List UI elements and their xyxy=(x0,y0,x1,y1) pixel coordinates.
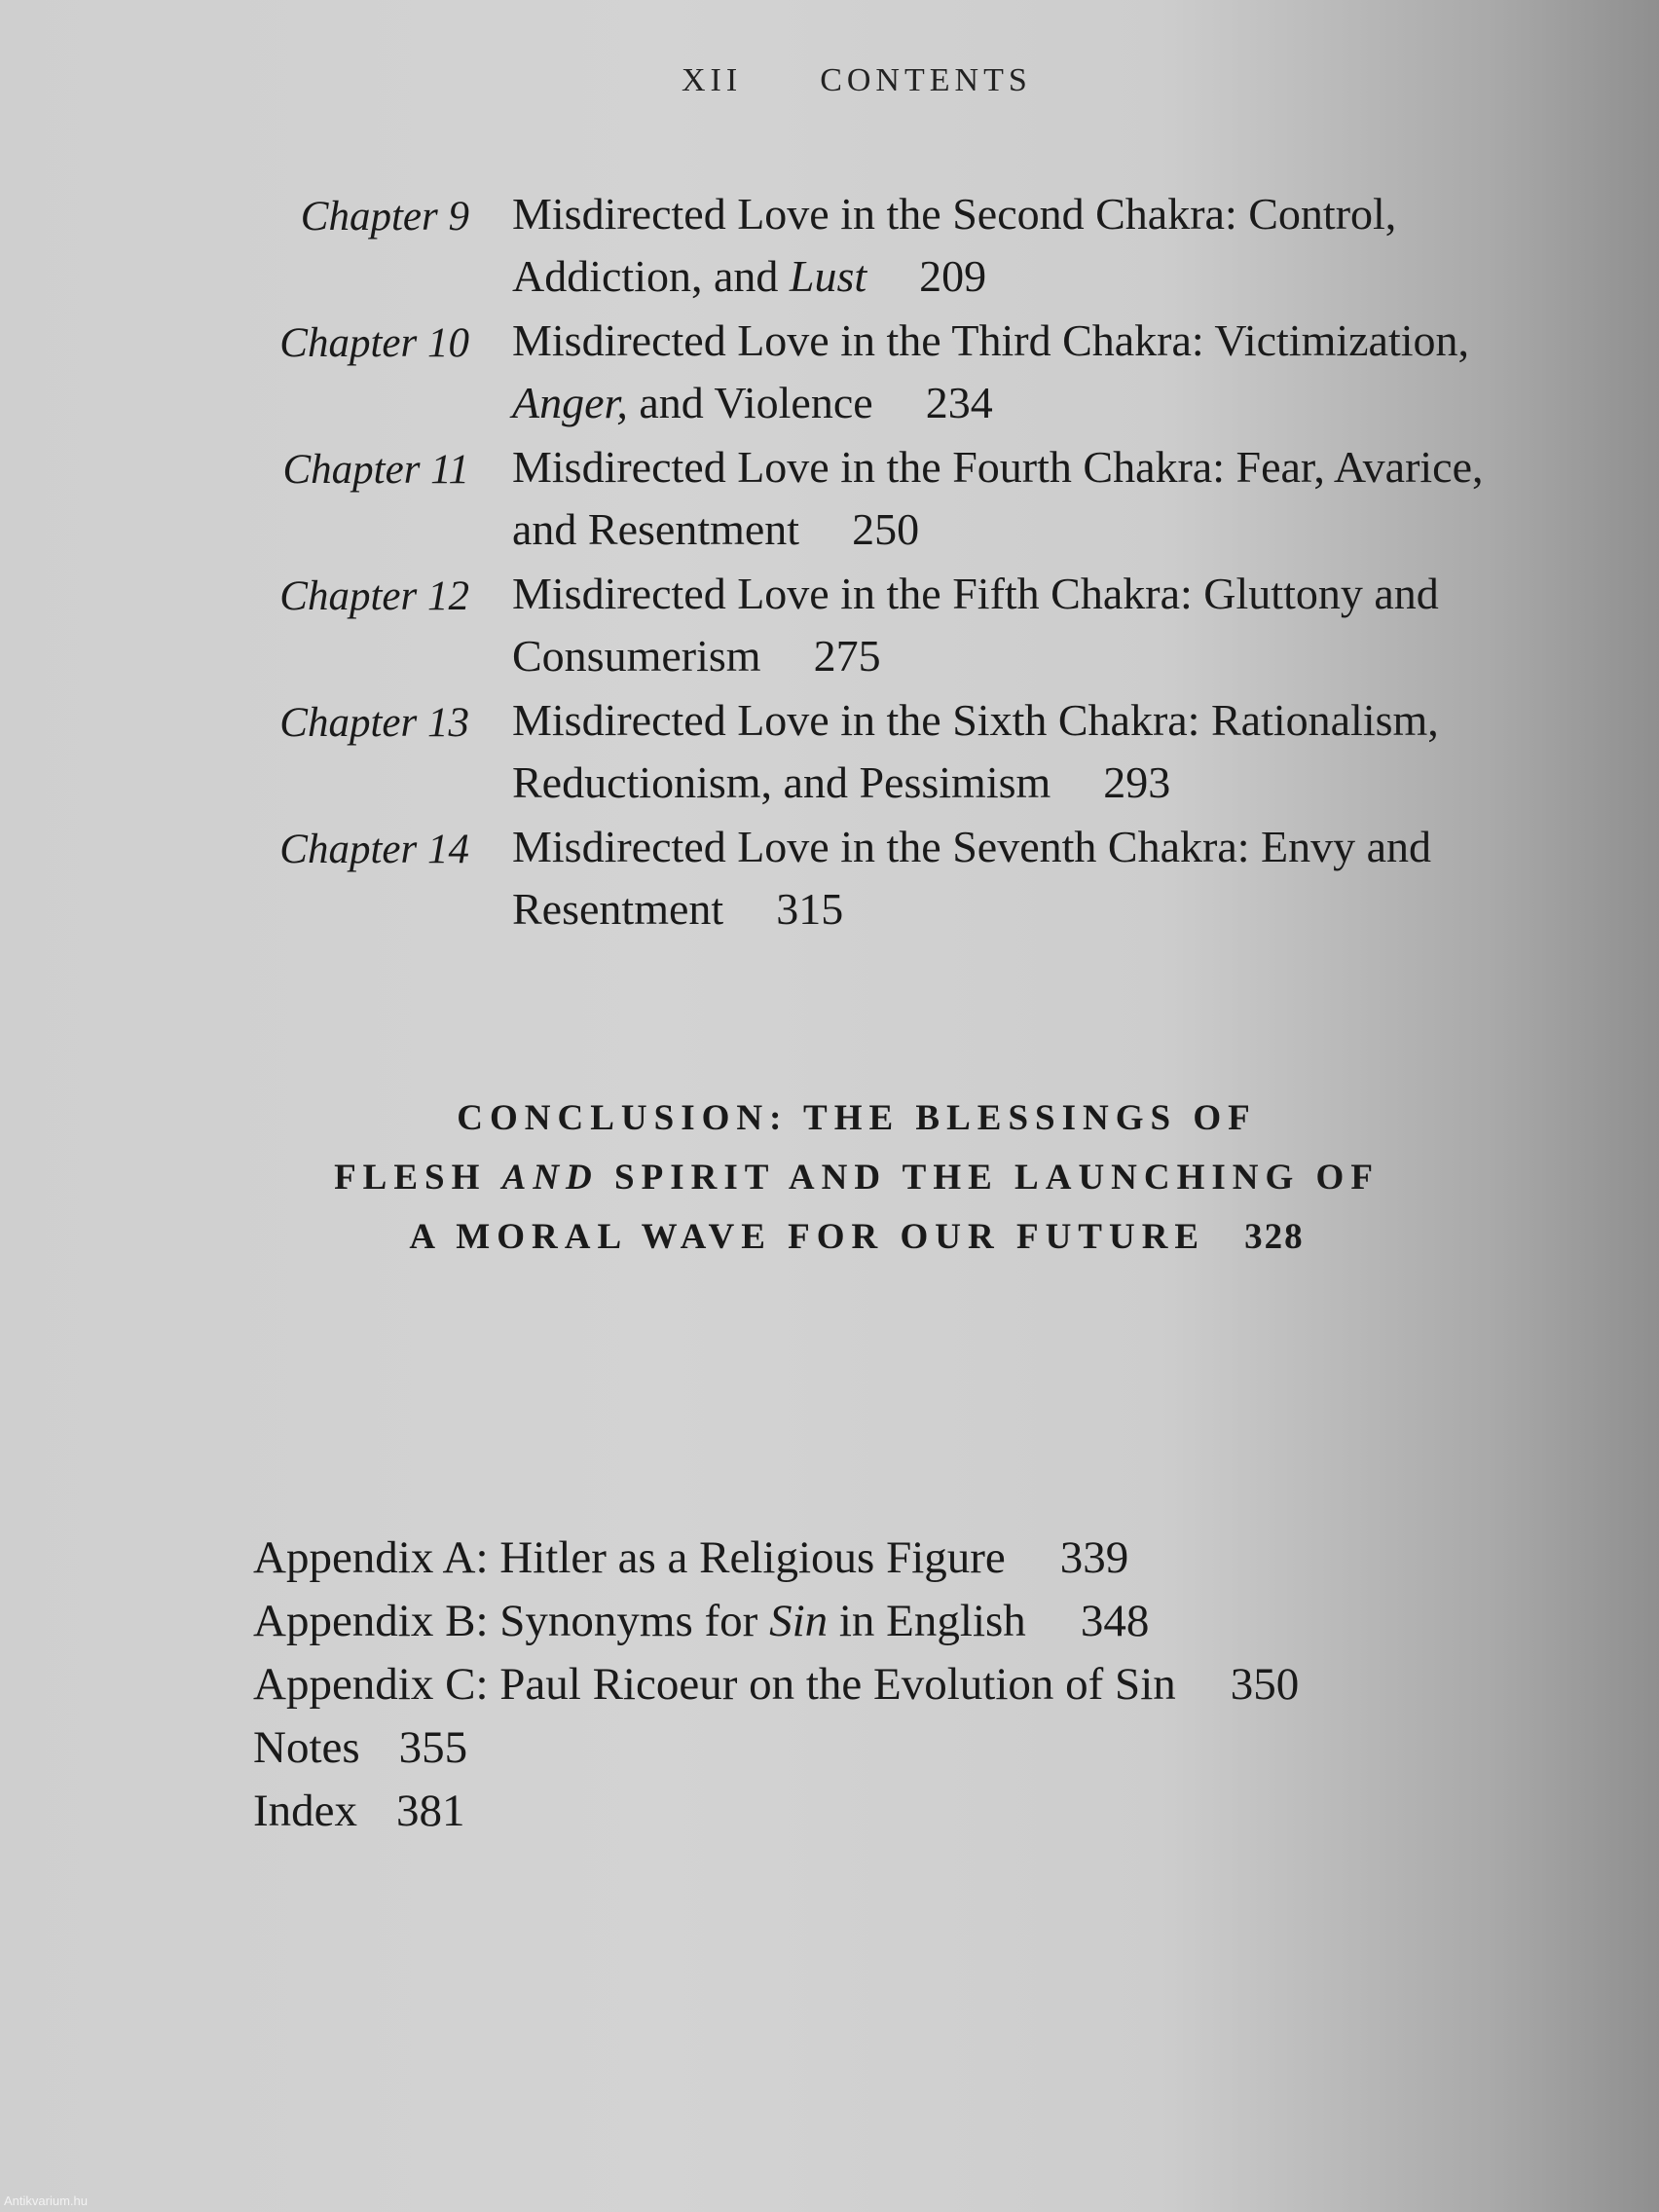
chapter-title xyxy=(512,689,1486,814)
running-head xyxy=(682,62,1032,99)
entry-title-tail: in English xyxy=(828,1596,1026,1646)
page-number: 339 xyxy=(1059,1532,1129,1583)
chapter-title-text: Misdirected Love in the Fourth Chakra: Fear, Avarice, and Resentment xyxy=(512,442,1484,554)
entry-title: Appendix C: Paul Ricoeur on the Evolution of Sin xyxy=(253,1659,1176,1710)
page-number: 250 xyxy=(852,504,920,554)
chapter-label: Chapter 11 xyxy=(282,447,469,493)
page-number: 315 xyxy=(776,884,844,934)
toc-entry xyxy=(0,816,1659,940)
chapter-title-text: Misdirected Love in the Sixth Chakra: Rationalism, Reductionism, and Pessimism xyxy=(512,695,1439,807)
page-folio: XII xyxy=(682,62,743,98)
toc-entry xyxy=(253,1590,1519,1653)
chapter-list xyxy=(0,183,1659,942)
conclusion-line xyxy=(253,1148,1460,1207)
page-number: 275 xyxy=(813,631,881,681)
page-number: 348 xyxy=(1080,1596,1150,1646)
page-number: 209 xyxy=(919,251,987,301)
page-number: 350 xyxy=(1230,1659,1300,1710)
conclusion-line: CONCLUSION: THE BLESSINGS OF xyxy=(457,1098,1257,1138)
back-matter-list xyxy=(253,1527,1519,1843)
toc-entry xyxy=(0,436,1659,561)
page-number: 293 xyxy=(1103,757,1171,807)
toc-entry xyxy=(253,1716,1519,1780)
conclusion-heading xyxy=(253,1088,1460,1267)
conclusion-italic: AND xyxy=(501,1158,599,1198)
running-title: CONTENTS xyxy=(820,62,1032,98)
entry-italic: Sin xyxy=(769,1596,829,1646)
watermark: Antikvarium.hu xyxy=(4,2194,88,2208)
toc-entry xyxy=(253,1653,1519,1716)
chapter-label: Chapter 14 xyxy=(279,827,469,872)
chapter-label: Chapter 12 xyxy=(279,573,469,619)
conclusion-text: FLESH xyxy=(334,1158,502,1198)
chapter-title xyxy=(512,310,1486,434)
chapter-label: Chapter 13 xyxy=(279,700,469,746)
toc-entry xyxy=(0,563,1659,687)
chapter-title-text: Misdirected Love in the Third Chakra: Victimization, xyxy=(512,315,1470,365)
entry-title: Index xyxy=(253,1786,358,1836)
conclusion-line xyxy=(253,1207,1460,1267)
chapter-label: Chapter 9 xyxy=(300,194,469,240)
toc-entry xyxy=(253,1527,1519,1590)
chapter-title-text: Misdirected Love in the Seventh Chakra: Envy and Resentment xyxy=(512,822,1432,934)
chapter-title xyxy=(512,816,1486,940)
chapter-title-italic: Anger, xyxy=(512,378,628,427)
conclusion-text: A MORAL WAVE FOR OUR FUTURE xyxy=(409,1217,1206,1257)
toc-entry xyxy=(253,1780,1519,1843)
page-number: 355 xyxy=(398,1722,468,1773)
entry-title: Notes xyxy=(253,1722,360,1773)
chapter-label: Chapter 10 xyxy=(279,320,469,366)
page-number: 328 xyxy=(1244,1217,1305,1257)
page-number: 381 xyxy=(396,1786,465,1836)
entry-title: Appendix B: Synonyms for xyxy=(253,1596,770,1646)
chapter-title-tail: and Violence xyxy=(627,378,873,427)
chapter-title xyxy=(512,436,1486,561)
toc-entry xyxy=(0,689,1659,814)
toc-entry xyxy=(0,183,1659,308)
chapter-title-text: Misdirected Love in the Fifth Chakra: Gluttony and Consumerism xyxy=(512,569,1439,681)
chapter-title-text: Misdirected Love in the Second Chakra: Control, Addiction, and xyxy=(512,189,1397,301)
chapter-title xyxy=(512,563,1486,687)
page-number: 234 xyxy=(925,378,993,427)
entry-title: Appendix A: Hitler as a Religious Figure xyxy=(253,1532,1006,1583)
chapter-title xyxy=(512,183,1486,308)
conclusion-text: SPIRIT AND THE LAUNCHING OF xyxy=(598,1158,1380,1198)
toc-entry xyxy=(0,310,1659,434)
chapter-title-italic: Lust xyxy=(789,251,867,301)
